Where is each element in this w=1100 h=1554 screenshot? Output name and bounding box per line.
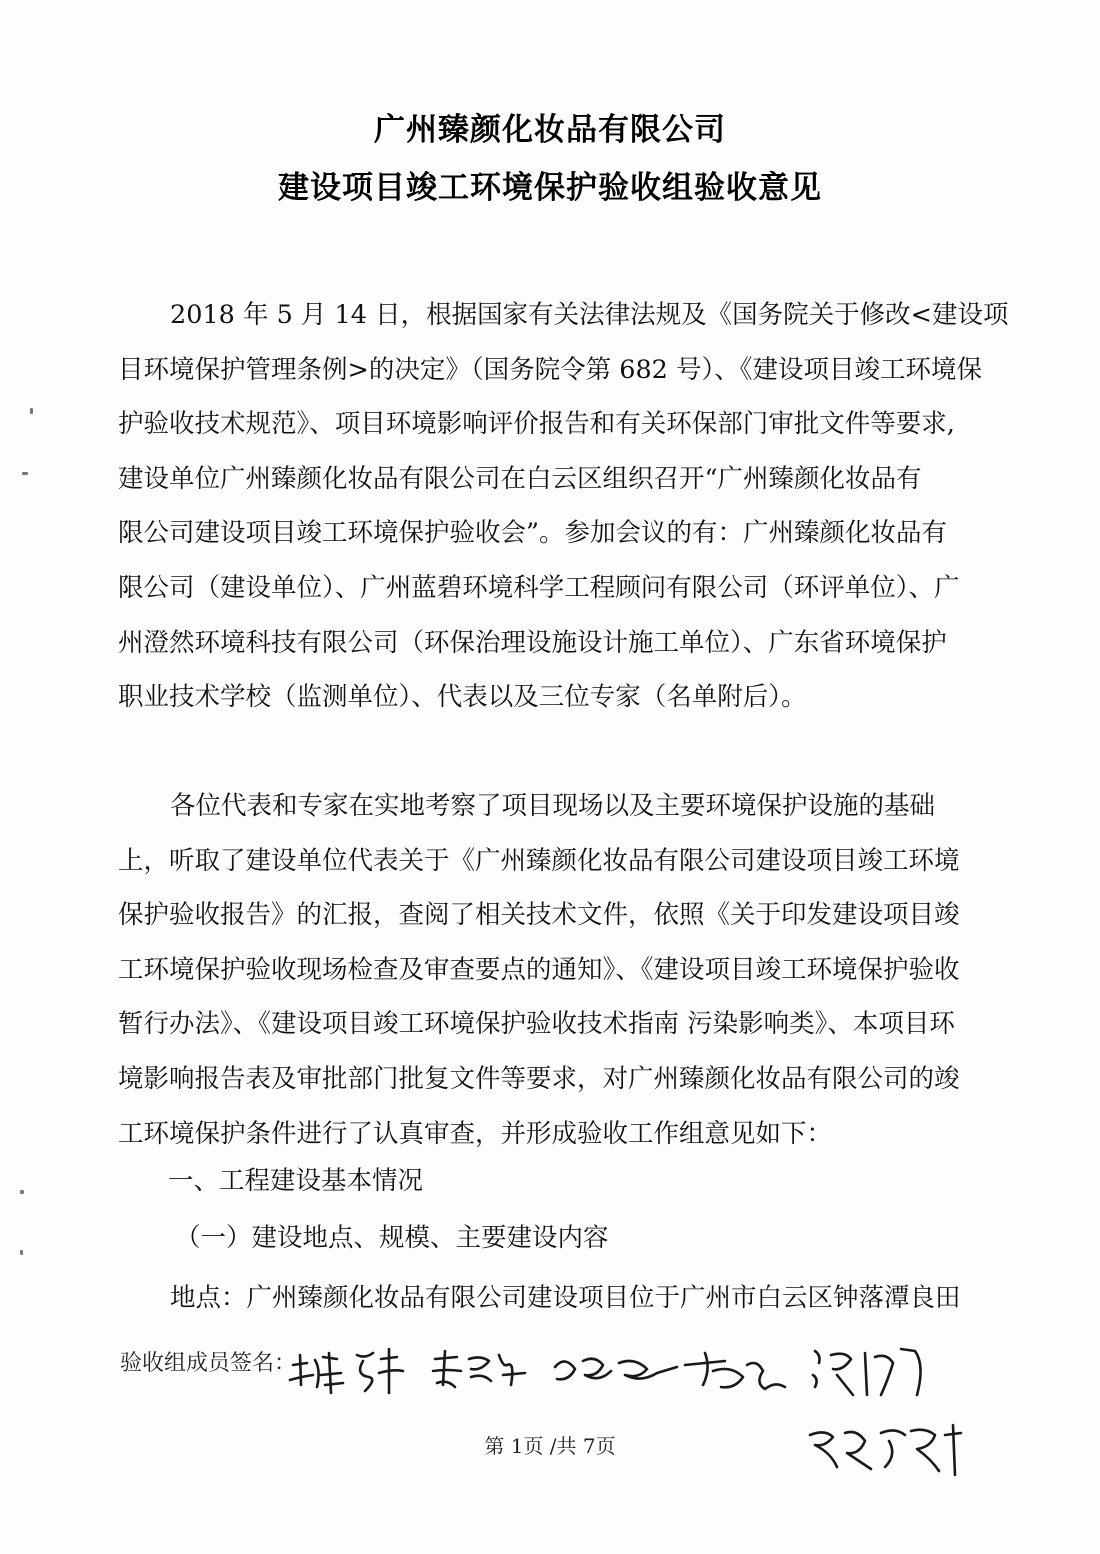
paragraph-line: 上，听取了建设单位代表关于《广州臻颜化妆品有限公司建设项目竣工环境 <box>118 845 960 876</box>
scan-speck <box>22 472 28 475</box>
paragraph-location: 地点：广州臻颜化妆品有限公司建设项目位于广州市白云区钟落潭良田 <box>170 1283 961 1313</box>
document-title-company: 广州臻颜化妆品有限公司 <box>374 112 726 148</box>
paragraph-meeting-intro <box>118 288 1009 725</box>
paragraph-line: 护验收技术规范》、项目环境影响评价报告和有关环保部门审批文件等要求, <box>118 409 955 440</box>
document-title-subject: 建设项目竣工环境保护验收组验收意见 <box>278 170 822 206</box>
paragraph-line: 州澄然环境科技有限公司（环保治理设施设计施工单位）、广东省环境保护 <box>118 627 947 658</box>
paragraph-line: 职业技术学校（监测单位）、代表以及三位专家（名单附后）。 <box>118 682 807 713</box>
paragraph-line: 建设单位广州臻颜化妆品有限公司在白云区组织召开“广州臻颜化妆品有 <box>118 463 922 494</box>
signature-6 <box>813 1349 921 1395</box>
paragraph-line: 限公司建设项目竣工环境保护验收会”。参加会议的有：广州臻颜化妆品有 <box>118 518 948 549</box>
paragraph-line: 保护验收报告》的汇报，查阅了相关技术文件，依照《关于印发建设项目竣 <box>118 900 960 931</box>
signature-label: 验收组成员签名： <box>120 1351 297 1376</box>
page-number-footer: 第 1页 /共 7页 <box>484 1434 616 1458</box>
paragraph-line: 境影响报告表及审批部门批复文件等要求，对广州臻颜化妆品有限公司的竣 <box>118 1063 960 1094</box>
paragraph-line: 工环境保护条件进行了认真审查，并形成验收工作组意见如下： <box>118 1118 833 1149</box>
section-heading: 一、工程建设基本情况 <box>168 1166 424 1196</box>
paragraph-line: 暂行办法》、《建设项目竣工环境保护验收技术指南 污染影响类》、本项目环 <box>118 1009 955 1040</box>
paragraph-line: 各位代表和专家在实地考察了项目现场以及主要环境保护设施的基础 <box>170 791 936 821</box>
signature-4 <box>555 1359 677 1380</box>
scan-speck <box>20 1190 24 1194</box>
signature-2 <box>357 1349 403 1393</box>
subsection-heading: （一）建设地点、规模、主要建设内容 <box>175 1223 609 1253</box>
paragraph-line: 2018 年 5 月 14 日，根据国家有关法律法规及《国务院关于修改<建设项 <box>170 300 1009 330</box>
signature-3 <box>433 1351 525 1387</box>
paragraph-review-process <box>118 779 998 1161</box>
paragraph-line: 目环境保护管理条例>的决定》（国务院令第 682 号）、《建设项目竣工环境保 <box>118 354 983 385</box>
scan-speck <box>30 408 33 414</box>
signature-5 <box>685 1353 785 1389</box>
handwritten-signatures <box>285 1325 985 1515</box>
paragraph-line: 限公司（建设单位）、广州蓝碧环境科学工程顾问有限公司（环评单位）、广 <box>118 572 960 603</box>
scan-speck <box>20 1250 23 1255</box>
paragraph-line: 工环境保护验收现场检查及审查要点的通知》、《建设项目竣工环境保护验收 <box>118 954 960 985</box>
signature-1 <box>290 1353 343 1393</box>
